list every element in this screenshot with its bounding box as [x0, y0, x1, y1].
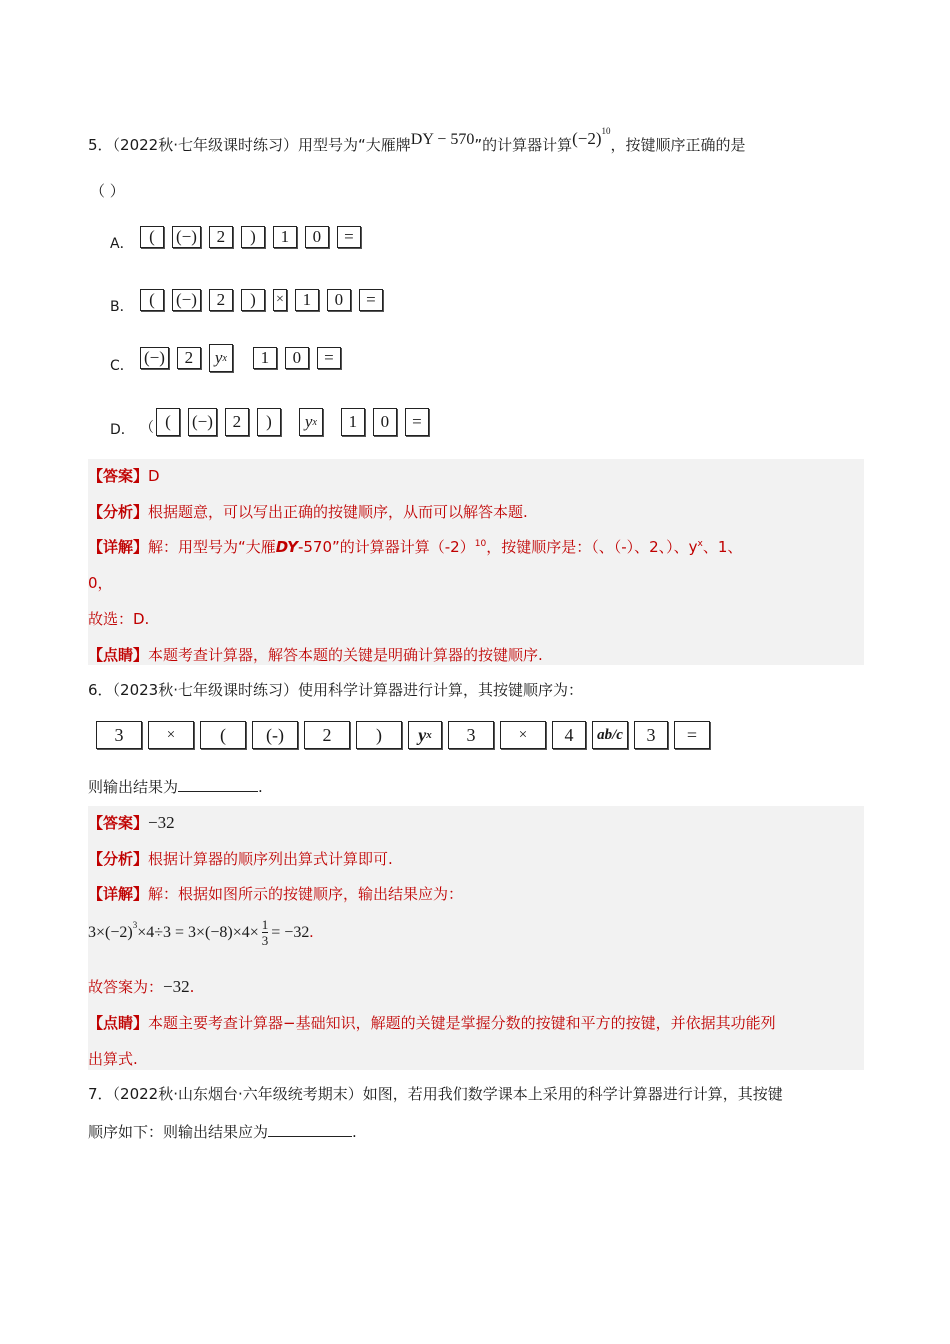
- key-2: 2: [225, 408, 249, 436]
- key-equals: =: [674, 721, 710, 749]
- key-1: 1: [253, 347, 277, 369]
- q7-source: （2022秋·山东烟台·六年级统考期末）: [112, 1085, 363, 1103]
- q5-detail: 【详解】解：用型号为“大雁DY-570”的计算器计算$(-2)^{10}$，按键顺序是：（、（-）、2、）、$y^x$、1、: [88, 538, 743, 556]
- option-d[interactable]: [110, 405, 437, 439]
- q7-text1: 如图，若用我们数学课本上采用的科学计算器进行计算，其按键: [362, 1085, 783, 1103]
- key-rparen: ): [356, 721, 402, 749]
- key-0: 0: [373, 408, 397, 436]
- key-lparen: (: [140, 226, 164, 248]
- option-d-prefix: （: [140, 420, 154, 436]
- key-neg: (−): [172, 289, 201, 311]
- key-neg: (−): [140, 347, 169, 369]
- q5-expr: (−2): [572, 129, 602, 148]
- option-c-label: C．: [110, 358, 134, 374]
- key-2: 2: [304, 721, 350, 749]
- key-2: 2: [177, 347, 201, 369]
- key-neg: (-): [252, 721, 298, 749]
- key-rparen: ): [257, 408, 281, 436]
- key-3: 3: [634, 721, 668, 749]
- key-power-exp: x: [222, 352, 227, 364]
- key-1: 1: [273, 226, 297, 248]
- key-power: [299, 408, 323, 436]
- key-rparen: ): [241, 226, 265, 248]
- q6-source: （2023秋·七年级课时练习）: [112, 681, 298, 699]
- q5-detail-cont: 0，: [88, 574, 113, 592]
- option-a-label: A．: [110, 236, 134, 252]
- key-equals: =: [337, 226, 361, 248]
- q6-final: 故答案为：−32.: [88, 977, 195, 996]
- q6-formula: 3×(−2) $^3$ ×4÷3 = 3×(−8)×4× $\frac{1}{3}$ = −32 .: [88, 917, 314, 948]
- key-3: 3: [96, 721, 142, 749]
- key-2: 2: [209, 226, 233, 248]
- option-b-label: B．: [110, 299, 134, 315]
- key-fraction: ab/c: [592, 721, 628, 749]
- q6-stem: [88, 680, 583, 700]
- q6-question: 则输出结果为 .: [88, 778, 263, 796]
- q5-number: 5．: [88, 136, 113, 154]
- key-times: ×: [500, 721, 546, 749]
- key-power-exp: x: [426, 729, 432, 741]
- q5-text3: ，按键顺序正确的是: [610, 136, 746, 154]
- q6-solution-panel: [88, 806, 864, 1070]
- key-times: ×: [273, 289, 287, 311]
- key-equals: =: [405, 408, 429, 436]
- key-lparen: (: [140, 289, 164, 311]
- q6-key-sequence: [96, 721, 716, 749]
- q5-model: DY − 570: [410, 131, 475, 148]
- q7-answer-blank[interactable]: [268, 1122, 352, 1137]
- key-power: [408, 721, 442, 749]
- q6-analysis: 【分析】根据计算器的顺序列出算式计算即可.: [88, 850, 393, 868]
- q5-comment: 【点睛】本题考查计算器，解答本题的关键是明确计算器的按键顺序.: [88, 646, 543, 664]
- key-lparen: (: [156, 408, 180, 436]
- q7-stem: [88, 1084, 783, 1104]
- option-d-label: D．: [110, 422, 135, 438]
- q6-answer-blank[interactable]: [178, 777, 258, 792]
- key-4: 4: [552, 721, 586, 749]
- key-equals: =: [359, 289, 383, 311]
- key-power-base: y: [214, 348, 223, 367]
- key-power-exp: x: [312, 416, 317, 428]
- key-power-base: y: [304, 412, 313, 431]
- key-0: 0: [305, 226, 329, 248]
- fraction-one-third: $\frac{1}{3}$: [261, 917, 269, 948]
- key-times: ×: [148, 721, 194, 749]
- q7-number: 7．: [88, 1085, 113, 1103]
- key-equals: =: [317, 347, 341, 369]
- key-1: 1: [295, 289, 319, 311]
- key-0: 0: [285, 347, 309, 369]
- option-a[interactable]: [110, 221, 369, 253]
- q5-exp: 10: [601, 126, 611, 136]
- q6-text: 使用科学计算器进行计算，其按键顺序为：: [298, 681, 584, 699]
- q5-text1: 用型号为“大雁牌: [298, 136, 411, 154]
- q5-source: （2022秋·七年级课时练习）: [112, 136, 298, 154]
- key-0: 0: [327, 289, 351, 311]
- key-1: 1: [341, 408, 365, 436]
- key-power: [209, 344, 233, 372]
- q5-analysis: 【分析】根据题意，可以写出正确的按键顺序，从而可以解答本题.: [88, 503, 528, 521]
- q7-stem-cont: 顺序如下：则输出结果应为 .: [88, 1123, 357, 1141]
- q6-detail: 【详解】解：根据如图所示的按键顺序，输出结果应为：: [88, 885, 464, 903]
- q5-answer: 【答案】D: [88, 467, 160, 485]
- key-2: 2: [209, 289, 233, 311]
- option-b[interactable]: [110, 284, 391, 316]
- key-3: 3: [448, 721, 494, 749]
- key-neg: (−): [172, 226, 201, 248]
- key-neg: (−): [188, 408, 217, 436]
- q5-stem: [88, 126, 746, 156]
- key-power-base: y: [418, 724, 427, 745]
- q6-answer: 【答案】−32: [88, 813, 175, 832]
- option-c[interactable]: [110, 341, 349, 375]
- q5-text2: ”的计算器计算: [474, 136, 573, 154]
- q6-comment-cont: 出算式.: [88, 1050, 138, 1068]
- q5-paren: （ ）: [90, 182, 125, 200]
- q5-choose: 故选：D.: [88, 610, 150, 628]
- q5-solution-panel: [88, 459, 864, 665]
- q6-comment: 【点睛】本题主要考查计算器−基础知识，解题的关键是掌握分数的按键和平方的按键，并依据其功能列: [88, 1014, 776, 1032]
- key-lparen: (: [200, 721, 246, 749]
- q6-number: 6．: [88, 681, 113, 699]
- key-rparen: ): [241, 289, 265, 311]
